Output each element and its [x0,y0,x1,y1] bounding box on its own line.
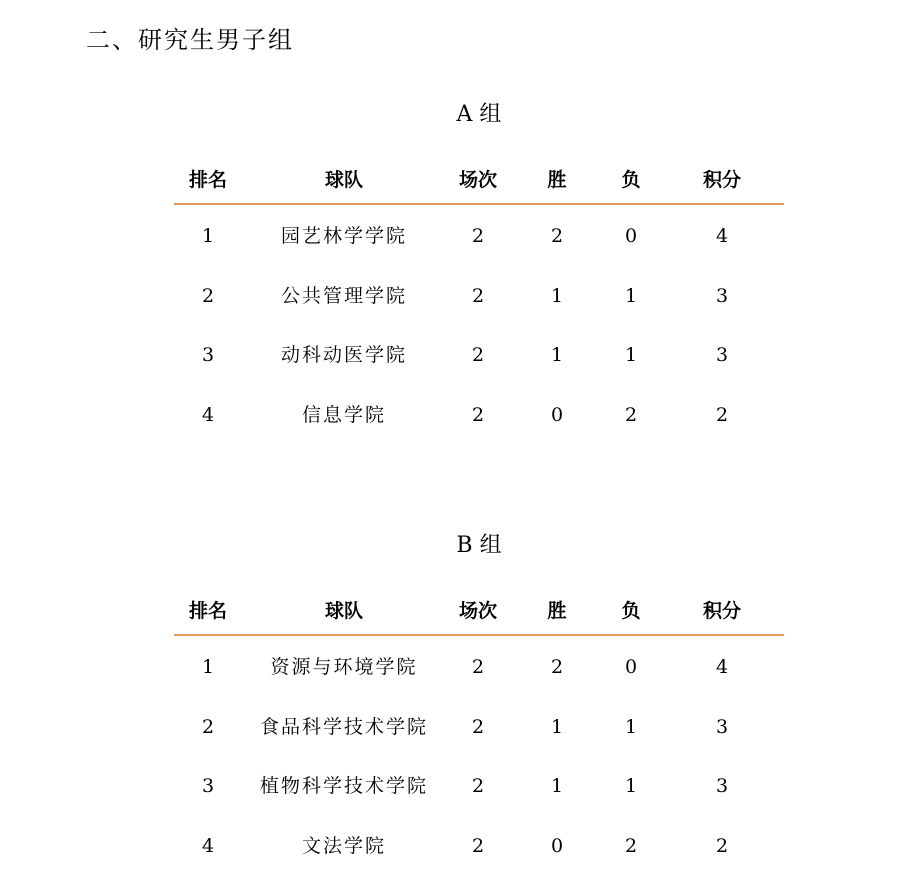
cell-team: 公共管理学院 [280,284,408,307]
col-played-header: 场次 [458,600,498,622]
cell-rank: 2 [201,284,215,307]
cell-played: 2 [471,715,485,738]
cell-team: 资源与环境学院 [270,656,418,678]
cell-points: 4 [715,225,729,247]
table-row [174,265,784,325]
col-win-header: 胜 [547,600,567,622]
group-b-title: B 组 [456,533,502,558]
cell-win: 0 [550,834,564,857]
cell-win: 2 [550,656,564,678]
col-points-header: 积分 [702,600,742,622]
table-row [174,384,784,444]
table-header [174,163,784,205]
cell-win: 2 [550,225,564,247]
cell-played: 2 [471,775,485,797]
cell-rank: 2 [201,715,215,738]
group-b-table [174,594,784,874]
cell-win: 1 [550,344,564,366]
col-team-header: 球队 [324,600,364,622]
cell-loss: 1 [624,344,638,366]
cell-rank: 3 [201,775,215,797]
table-row [174,696,784,756]
table-row [174,815,784,875]
cell-played: 2 [471,225,485,247]
cell-rank: 3 [201,344,215,366]
cell-team: 食品科学技术学院 [259,715,429,738]
cell-win: 1 [550,715,564,738]
table-row [174,324,784,384]
cell-points: 2 [715,403,729,426]
cell-played: 2 [471,834,485,857]
col-loss-header: 负 [621,169,641,191]
cell-points: 4 [715,656,729,678]
col-rank-header: 排名 [188,600,228,622]
cell-points: 2 [715,834,729,857]
col-team-header: 球队 [324,169,364,191]
col-points-header: 积分 [702,169,742,191]
cell-points: 3 [715,715,729,738]
cell-loss: 2 [624,834,638,857]
cell-win: 1 [550,284,564,307]
cell-win: 1 [550,775,564,797]
cell-team: 园艺林学学院 [280,225,408,247]
cell-points: 3 [715,344,729,366]
cell-loss: 1 [624,775,638,797]
cell-loss: 1 [624,715,638,738]
col-rank-header: 排名 [188,169,228,191]
cell-played: 2 [471,656,485,678]
cell-team: 文法学院 [301,834,387,857]
table-row [174,205,784,265]
cell-points: 3 [715,775,729,797]
table-header [174,594,784,636]
cell-team: 信息学院 [301,403,387,426]
cell-rank: 4 [201,834,215,857]
cell-played: 2 [471,403,485,426]
table-row [174,755,784,815]
cell-played: 2 [471,284,485,307]
table-row [174,636,784,696]
cell-loss: 0 [624,225,638,247]
cell-team: 动科动医学院 [280,344,408,366]
cell-team: 植物科学技术学院 [259,775,429,797]
cell-rank: 4 [201,403,215,426]
group-a-title: A 组 [456,102,502,127]
cell-points: 3 [715,284,729,307]
col-win-header: 胜 [547,169,567,191]
cell-rank: 1 [201,656,215,678]
section-title: 二、研究生男子组 [86,26,294,54]
cell-played: 2 [471,344,485,366]
col-played-header: 场次 [458,169,498,191]
cell-win: 0 [550,403,564,426]
cell-loss: 0 [624,656,638,678]
group-a-table [174,163,784,443]
cell-loss: 1 [624,284,638,307]
col-loss-header: 负 [621,600,641,622]
cell-rank: 1 [201,225,215,247]
cell-loss: 2 [624,403,638,426]
